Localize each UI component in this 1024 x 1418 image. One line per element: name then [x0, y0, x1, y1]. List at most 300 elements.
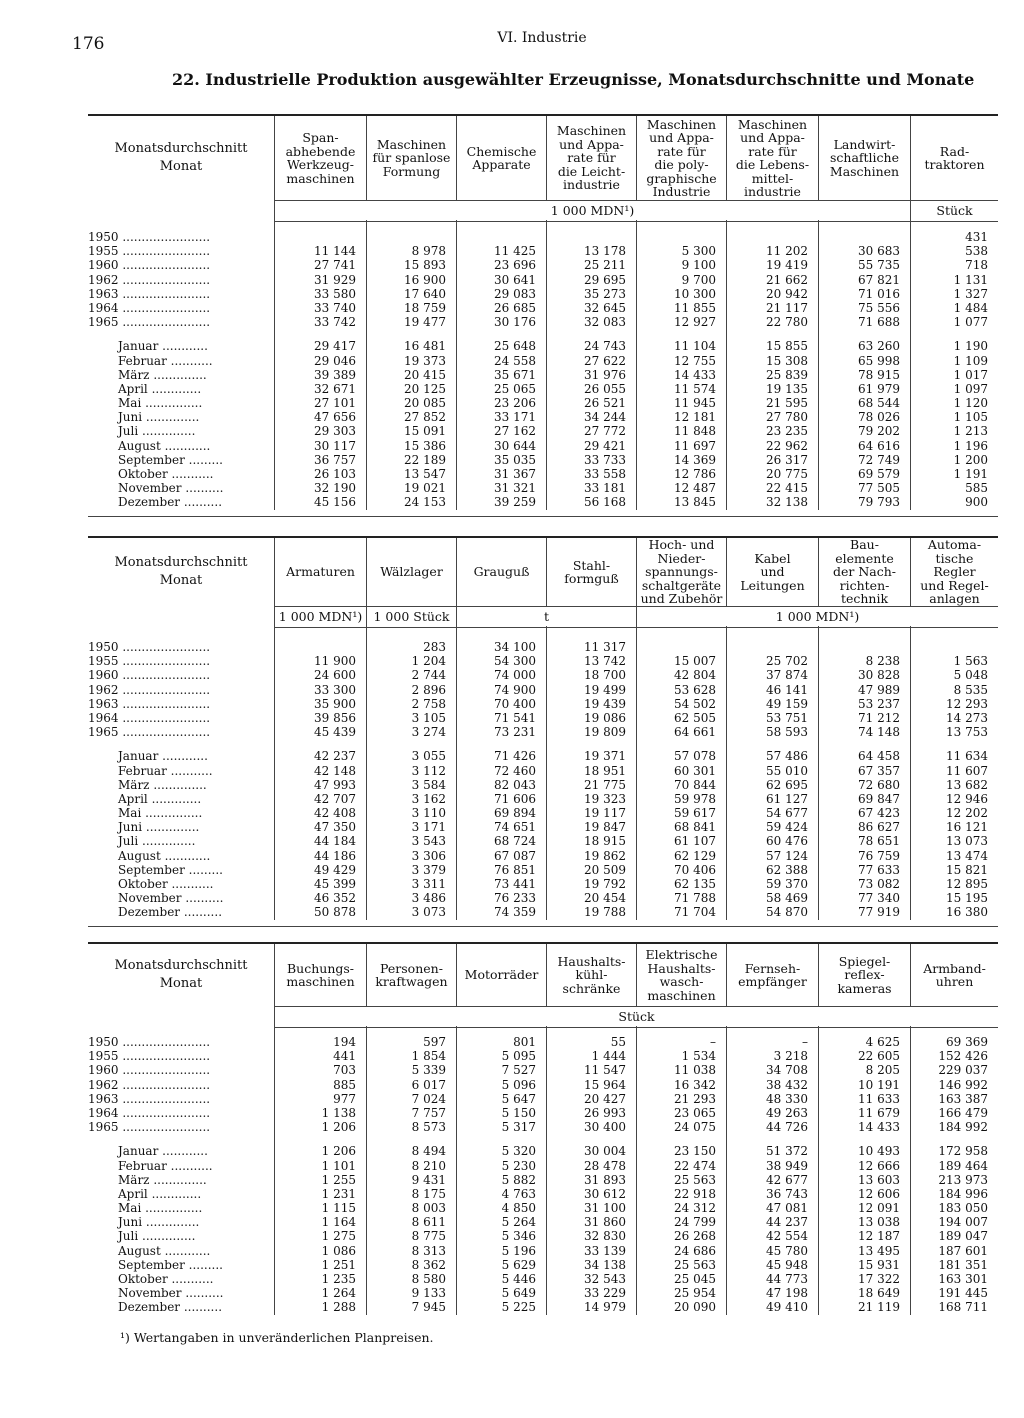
cell: 44 726: [766, 1120, 808, 1135]
cell: 13 474: [946, 848, 988, 863]
cell: 54 870: [766, 905, 808, 920]
cell: 70 400: [494, 696, 536, 711]
cell: 194 007: [938, 1215, 988, 1230]
column-header-row: [88, 116, 998, 200]
cell: 181 351: [938, 1257, 988, 1272]
cell: 23 065: [674, 1105, 716, 1120]
cell: 12 091: [858, 1201, 900, 1216]
cell: 34 708: [766, 1063, 808, 1078]
column-grauguss: [456, 640, 546, 920]
cell: 74 000: [494, 668, 536, 683]
cell: 3 486: [411, 891, 446, 906]
column-header-spanabhebende-werkzeugmaschinen: Span- abhebende Werkzeug- maschinen: [274, 116, 366, 200]
cell: 1 288: [321, 1300, 356, 1315]
cell: 4 763: [501, 1186, 536, 1201]
cell: 77 340: [858, 891, 900, 906]
row-label-month: Oktober ...........: [118, 467, 214, 481]
column-header-row: [88, 944, 998, 1006]
cell: 11 855: [674, 300, 716, 315]
cell: 146 992: [938, 1077, 988, 1092]
cell: 8 313: [411, 1243, 446, 1258]
column-spanabhebende-werkzeugmaschinen: [274, 230, 366, 510]
cell: 12 946: [946, 791, 988, 806]
cell: 58 593: [766, 725, 808, 740]
cell: 31 100: [584, 1201, 626, 1216]
cell: 3 379: [411, 862, 446, 877]
cell: 1 213: [953, 424, 988, 439]
cell: 11 697: [674, 438, 716, 453]
row-label-month: November ..........: [118, 891, 224, 906]
cell: 3 543: [411, 834, 446, 849]
column-divider: [636, 220, 637, 510]
cell: 38 432: [766, 1077, 808, 1092]
cell: 5 629: [501, 1257, 536, 1272]
cell: 35 273: [584, 286, 626, 301]
row-label-month: Juni ..............: [118, 820, 200, 835]
cell: 1 264: [321, 1286, 356, 1301]
cell: 31 367: [494, 467, 536, 481]
cell: 1 077: [953, 315, 988, 330]
cell: 5 882: [501, 1172, 536, 1187]
cell: 538: [965, 244, 988, 259]
cell: 26 103: [314, 467, 356, 481]
cell: 45 780: [766, 1243, 808, 1258]
cell: 22 918: [674, 1186, 716, 1201]
cell: 8 205: [865, 1063, 900, 1078]
cell: 31 860: [584, 1215, 626, 1230]
cell: 73 231: [494, 725, 536, 740]
cell: 11 104: [674, 339, 716, 354]
cell: 20 454: [584, 891, 626, 906]
cell: 11 202: [766, 244, 808, 259]
row-label-year: 1965 .......................: [88, 315, 211, 330]
cell: 49 410: [766, 1300, 808, 1315]
column-divider: [274, 220, 275, 510]
cell: 3 112: [411, 763, 446, 778]
table-body: [88, 640, 998, 920]
column-divider: [546, 220, 547, 510]
cell: 47 081: [766, 1201, 808, 1216]
column-motorraeder: [456, 1035, 546, 1315]
cell: 19 021: [404, 481, 446, 496]
cell: 9 133: [411, 1286, 446, 1301]
column-divider: [456, 220, 457, 510]
cell: 70 844: [674, 777, 716, 792]
cell: 42 554: [766, 1229, 808, 1244]
column-header-armaturen: Armaturen: [274, 538, 366, 606]
cell: 5 346: [501, 1229, 536, 1244]
cell: 19 419: [766, 258, 808, 273]
row-label-month: März ..............: [118, 777, 207, 792]
row-label-month: August ............: [118, 848, 211, 863]
cell: 1 534: [681, 1049, 716, 1064]
cell: 20 125: [404, 381, 446, 396]
cell: 26 317: [766, 452, 808, 467]
cell: 53 751: [766, 710, 808, 725]
cell: 74 651: [494, 820, 536, 835]
cell: 20 775: [766, 467, 808, 481]
cell: 11 317: [584, 640, 626, 654]
cell: 19 477: [404, 315, 446, 330]
cell: 11 848: [674, 424, 716, 439]
cell: 34 138: [584, 1257, 626, 1272]
cell: 11 679: [858, 1105, 900, 1120]
cell: 1 105: [953, 410, 988, 425]
cell: 1 115: [321, 1201, 356, 1216]
row-label-year: 1965 .......................: [88, 725, 211, 740]
row-label-month: November ..........: [118, 481, 224, 496]
cell: 19 847: [584, 820, 626, 835]
cell: 15 893: [404, 258, 446, 273]
cell: 11 900: [314, 654, 356, 669]
cell: 5 095: [501, 1049, 536, 1064]
cell: 69 894: [494, 806, 536, 821]
column-header-waelzlager: Wälzlager: [366, 538, 456, 606]
cell: 18 700: [584, 668, 626, 683]
cell: 1 275: [321, 1229, 356, 1244]
column-armaturen: [274, 640, 366, 920]
cell: 31 929: [314, 272, 356, 287]
cell: 12 606: [858, 1186, 900, 1201]
cell: 68 544: [858, 396, 900, 411]
cell: 1 120: [953, 396, 988, 411]
cell: 54 677: [766, 806, 808, 821]
cell: 27 101: [314, 396, 356, 411]
cell: [818, 640, 900, 654]
row-label-year: 1955 .......................: [88, 1049, 211, 1064]
cell: 35 035: [494, 452, 536, 467]
cell: 8 611: [411, 1215, 446, 1230]
cell: 5 647: [501, 1091, 536, 1106]
cell: 39 259: [494, 495, 536, 510]
cell: [274, 640, 356, 654]
cell: 27 772: [584, 424, 626, 439]
cell: 33 740: [314, 300, 356, 315]
cell: 12 666: [858, 1158, 900, 1173]
cell: 21 119: [858, 1300, 900, 1315]
cell: 703: [333, 1063, 356, 1078]
column-stahlformguss: [546, 640, 636, 920]
cell: 55: [610, 1035, 626, 1049]
cell: 8 775: [411, 1229, 446, 1244]
cell: 29 421: [584, 438, 626, 453]
cell: 49 159: [766, 696, 808, 711]
unit-label: t: [456, 607, 636, 627]
cell: 57 124: [766, 848, 808, 863]
cell: 26 993: [584, 1105, 626, 1120]
cell: 71 688: [858, 315, 900, 330]
cell: 1 255: [321, 1172, 356, 1187]
cell: 30 641: [494, 272, 536, 287]
cell: 10 493: [858, 1144, 900, 1159]
cell: 59 370: [766, 877, 808, 891]
cell: 67 821: [858, 272, 900, 287]
column-personenkraftwagen: [366, 1035, 456, 1315]
cell: 27 780: [766, 410, 808, 425]
cell: 62 129: [674, 848, 716, 863]
cell: 5 317: [501, 1120, 536, 1135]
cell: 16 481: [404, 339, 446, 354]
column-header-chemische-apparate: Chemische Apparate: [456, 116, 546, 200]
cell: 34 100: [494, 640, 536, 654]
cell: 32 083: [584, 315, 626, 330]
column-divider: [546, 626, 547, 920]
column-spiegelreflexkameras: [818, 1035, 910, 1315]
column-divider: [910, 220, 911, 510]
cell: 1 206: [321, 1120, 356, 1135]
cell: 53 237: [858, 696, 900, 711]
cell: 229 037: [938, 1063, 988, 1078]
cell: 3 274: [411, 725, 446, 740]
cell: 17 322: [858, 1272, 900, 1286]
cell: 47 989: [858, 682, 900, 697]
cell: 7 945: [411, 1300, 446, 1315]
cell: 29 695: [584, 272, 626, 287]
row-label-month: Juni ..............: [118, 410, 200, 425]
row-label-year: 1960 .......................: [88, 668, 211, 683]
cell: 5 320: [501, 1144, 536, 1159]
cell: 14 433: [858, 1120, 900, 1135]
cell: 45 399: [314, 877, 356, 891]
cell: 166 479: [938, 1105, 988, 1120]
cell: 13 845: [674, 495, 716, 510]
stub-header: Monatsdurchschnitt Monat: [114, 958, 248, 991]
row-label-month: April .............: [118, 381, 202, 396]
cell: 32 138: [766, 495, 808, 510]
cell: [636, 230, 716, 244]
cell: 45 439: [314, 725, 356, 740]
cell: 23 206: [494, 396, 536, 411]
cell: 36 743: [766, 1186, 808, 1201]
cell: 78 915: [858, 367, 900, 382]
cell: 14 433: [674, 367, 716, 382]
cell: 3 311: [411, 877, 446, 891]
cell: 33 139: [584, 1243, 626, 1258]
cell: 1 101: [321, 1158, 356, 1173]
unit-label: Stück: [910, 201, 998, 221]
cell: 10 300: [674, 286, 716, 301]
column-header-landwirtschaftliche-maschinen: Landwirt- schaftliche Maschinen: [818, 116, 910, 200]
cell: 70 406: [674, 862, 716, 877]
row-label-month: Februar ...........: [118, 1158, 213, 1173]
cell: [274, 230, 356, 244]
cell: 44 186: [314, 848, 356, 863]
cell: 189 047: [938, 1229, 988, 1244]
cell: 13 603: [858, 1172, 900, 1187]
cell: 5 225: [501, 1300, 536, 1315]
cell: 30 644: [494, 438, 536, 453]
cell: 283: [423, 640, 446, 654]
cell: 5 300: [681, 244, 716, 259]
cell: 8 978: [411, 244, 446, 259]
cell: 12 755: [674, 353, 716, 368]
cell: 11 633: [858, 1091, 900, 1106]
cell: 11 634: [946, 749, 988, 764]
row-label-month: Mai ...............: [118, 396, 203, 411]
column-header-bauelemente-nachrichtentechnik: Bau- elemente der Nach- richten- technik: [818, 538, 910, 606]
row-label-month: August ............: [118, 1243, 211, 1258]
cell: 49 429: [314, 862, 356, 877]
cell: 59 978: [674, 791, 716, 806]
cell: 1 190: [953, 339, 988, 354]
cell: 44 237: [766, 1215, 808, 1230]
cell: 19 371: [584, 749, 626, 764]
cell: 187 601: [938, 1243, 988, 1258]
cell: 47 993: [314, 777, 356, 792]
cell: 431: [965, 230, 988, 244]
cell: 55 010: [766, 763, 808, 778]
cell: 33 733: [584, 452, 626, 467]
cell: 22 415: [766, 481, 808, 496]
cell: 9 100: [681, 258, 716, 273]
cell: 12 187: [858, 1229, 900, 1244]
column-radtraktoren: [910, 230, 998, 510]
cell: 42 804: [674, 668, 716, 683]
cell: 58 469: [766, 891, 808, 906]
cell: 1 017: [953, 367, 988, 382]
row-labels: [88, 640, 274, 920]
cell: 5 446: [501, 1272, 536, 1286]
page-number: 176: [72, 34, 105, 54]
cell: 29 417: [314, 339, 356, 354]
column-automatische-regler: [910, 640, 998, 920]
cell: 11 547: [584, 1063, 626, 1078]
cell: 12 293: [946, 696, 988, 711]
cell: 19 788: [584, 905, 626, 920]
column-header-kabel-und-leitungen: Kabel und Leitungen: [726, 538, 818, 606]
cell: 24 075: [674, 1120, 716, 1135]
cell: 21 595: [766, 396, 808, 411]
cell: 8 210: [411, 1158, 446, 1173]
cell: 29 046: [314, 353, 356, 368]
cell: 34 244: [584, 410, 626, 425]
cell: 885: [333, 1077, 356, 1092]
cell: 44 773: [766, 1272, 808, 1286]
cell: 31 893: [584, 1172, 626, 1187]
cell: 37 874: [766, 668, 808, 683]
cell: 71 606: [494, 791, 536, 806]
cell: 5 339: [411, 1063, 446, 1078]
cell: 57 078: [674, 749, 716, 764]
cell: 29 083: [494, 286, 536, 301]
cell: 19 086: [584, 710, 626, 725]
cell: 18 649: [858, 1286, 900, 1301]
cell: 21 117: [766, 300, 808, 315]
cell: 26 268: [674, 1229, 716, 1244]
cell: 4 625: [865, 1035, 900, 1049]
footnote: ¹) Wertangaben in unveränderlichen Planpreisen.: [120, 1330, 434, 1345]
row-label-year: 1964 .......................: [88, 300, 211, 315]
cell: 76 233: [494, 891, 536, 906]
cell: 172 958: [938, 1144, 988, 1159]
cell: 19 373: [404, 353, 446, 368]
row-label-month: Januar ............: [118, 749, 208, 764]
cell: 26 055: [584, 381, 626, 396]
cell: 18 759: [404, 300, 446, 315]
cell: 64 616: [858, 438, 900, 453]
row-label-month: September .........: [118, 1257, 223, 1272]
cell: 3 162: [411, 791, 446, 806]
cell: 585: [965, 481, 988, 496]
cell: 21 662: [766, 272, 808, 287]
unit-row: [274, 606, 998, 628]
cell: 11 945: [674, 396, 716, 411]
column-divider: [818, 220, 819, 510]
cell: 32 543: [584, 1272, 626, 1286]
cell: 12 181: [674, 410, 716, 425]
row-label-month: August ............: [118, 438, 211, 453]
column-header-personenkraftwagen: Personen- kraftwagen: [366, 944, 456, 1006]
cell: 25 563: [674, 1257, 716, 1272]
cell: 3 584: [411, 777, 446, 792]
cell: 68 841: [674, 820, 716, 835]
column-divider: [818, 1026, 819, 1315]
column-header-automatische-regler: Automa- tische Regler und Regel- anlagen: [910, 538, 998, 606]
cell: 74 900: [494, 682, 536, 697]
cell: 152 426: [938, 1049, 988, 1064]
cell: 53 628: [674, 682, 716, 697]
cell: 184 996: [938, 1186, 988, 1201]
cell: 20 085: [404, 396, 446, 411]
cell: 78 026: [858, 410, 900, 425]
cell: 61 107: [674, 834, 716, 849]
cell: 194: [333, 1035, 356, 1049]
cell: 7 757: [411, 1105, 446, 1120]
cell: 64 458: [858, 749, 900, 764]
cell: 13 753: [946, 725, 988, 740]
cell: 30 004: [584, 1144, 626, 1159]
column-header-haushaltskuehlschraenke: Haushalts- kühl- schränke: [546, 944, 636, 1006]
cell: 42 148: [314, 763, 356, 778]
cell: 15 195: [946, 891, 988, 906]
row-label-month: Juli ..............: [118, 834, 196, 849]
cell: 1 444: [591, 1049, 626, 1064]
cell: 30 683: [858, 244, 900, 259]
cell: 38 949: [766, 1158, 808, 1173]
row-label-month: Dezember ..........: [118, 495, 223, 510]
cell: 44 184: [314, 834, 356, 849]
cell: 19 439: [584, 696, 626, 711]
cell: 11 144: [314, 244, 356, 259]
cell: 19 323: [584, 791, 626, 806]
unit-label: 1 000 MDN¹): [636, 607, 998, 627]
cell: 32 671: [314, 381, 356, 396]
cell: 3 171: [411, 820, 446, 835]
cell: 19 117: [584, 806, 626, 821]
cell: 5 096: [501, 1077, 536, 1092]
chapter-heading: VI. Industrie: [497, 30, 587, 46]
cell: [366, 230, 446, 244]
cell: 30 117: [314, 438, 356, 453]
cell: 35 671: [494, 367, 536, 382]
cell: 30 612: [584, 1186, 626, 1201]
cell: 77 919: [858, 905, 900, 920]
cell: 11 574: [674, 381, 716, 396]
column-header-buchungsmaschinen: Buchungs- maschinen: [274, 944, 366, 1006]
row-label-year: 1962 .......................: [88, 682, 211, 697]
cell: 15 964: [584, 1077, 626, 1092]
cell: [818, 230, 900, 244]
cell: –: [802, 1035, 808, 1049]
cell: 61 979: [858, 381, 900, 396]
cell: 183 050: [938, 1201, 988, 1216]
cell: 62 695: [766, 777, 808, 792]
cell: 13 073: [946, 834, 988, 849]
stub-header: Monatsdurchschnitt Monat: [114, 555, 248, 588]
cell: 33 558: [584, 467, 626, 481]
cell: 65 998: [858, 353, 900, 368]
unit-label: Stück: [274, 1007, 998, 1027]
